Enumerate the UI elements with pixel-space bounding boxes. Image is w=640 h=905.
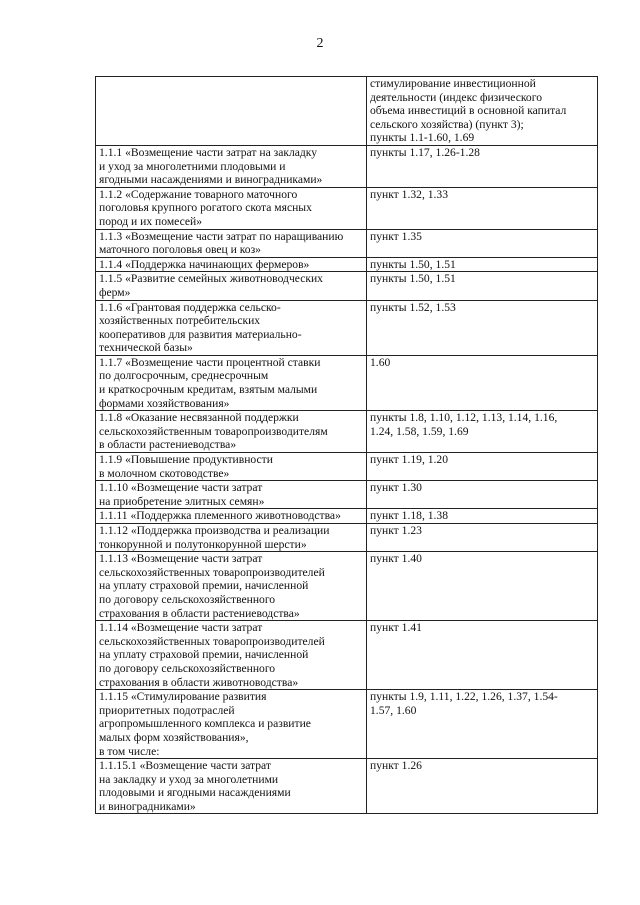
measure-cell: 1.1.6 «Грантовая поддержка сельско- хозяйственных потребительских кооперативов для развития материально- технической базы» bbox=[96, 300, 367, 355]
table-row bbox=[96, 300, 598, 355]
reference-cell: пункт 1.23 bbox=[367, 524, 598, 552]
reference-cell: пункт 1.19, 1.20 bbox=[367, 453, 598, 481]
measures-table-body bbox=[96, 77, 598, 814]
reference-cell: пункт 1.26 bbox=[367, 759, 598, 814]
measures-table bbox=[95, 76, 598, 814]
table-row bbox=[96, 272, 598, 300]
reference-cell: пункт 1.40 bbox=[367, 552, 598, 621]
reference-cell: пункты 1.50, 1.51 bbox=[367, 272, 598, 300]
measure-cell: 1.1.9 «Повышение продуктивности в молочном скотоводстве» bbox=[96, 453, 367, 481]
reference-cell: пункт 1.18, 1.38 bbox=[367, 509, 598, 524]
table-row bbox=[96, 481, 598, 509]
reference-cell: пункт 1.32, 1.33 bbox=[367, 187, 598, 229]
measure-cell: 1.1.2 «Содержание товарного маточного поголовья крупного рогатого скота мясных пород и их помесей» bbox=[96, 187, 367, 229]
measure-cell: 1.1.14 «Возмещение части затрат сельскохозяйственных товаропроизводителей на уплату страховой премии, начисленной по договору сельскохозяйственного страхования в области животноводства» bbox=[96, 621, 367, 690]
measure-cell: 1.1.5 «Развитие семейных животноводческих ферм» bbox=[96, 272, 367, 300]
table-row bbox=[96, 77, 598, 146]
table-row bbox=[96, 229, 598, 257]
table-row bbox=[96, 524, 598, 552]
measure-cell: 1.1.15.1 «Возмещение части затрат на закладку и уход за многолетними плодовыми и ягодными насаждениями и виноградниками» bbox=[96, 759, 367, 814]
measure-cell: 1.1.4 «Поддержка начинающих фермеров» bbox=[96, 257, 367, 272]
reference-cell: пункты 1.52, 1.53 bbox=[367, 300, 598, 355]
measure-cell: 1.1.1 «Возмещение части затрат на закладку и уход за многолетними плодовыми и ягодными насаждениями и виноградниками» bbox=[96, 145, 367, 187]
reference-cell: пункты 1.9, 1.11, 1.22, 1.26, 1.37, 1.54- 1.57, 1.60 bbox=[367, 690, 598, 759]
measure-cell: 1.1.11 «Поддержка племенного животноводства» bbox=[96, 509, 367, 524]
reference-cell: 1.60 bbox=[367, 355, 598, 410]
table-row bbox=[96, 552, 598, 621]
measure-cell bbox=[96, 77, 367, 146]
measure-cell: 1.1.10 «Возмещение части затрат на приобретение элитных семян» bbox=[96, 481, 367, 509]
reference-cell: пункт 1.30 bbox=[367, 481, 598, 509]
measure-cell: 1.1.8 «Оказание несвязанной поддержки сельскохозяйственным товаропроизводителям в области растениеводства» bbox=[96, 411, 367, 453]
measure-cell: 1.1.3 «Возмещение части затрат по наращиванию маточного поголовья овец и коз» bbox=[96, 229, 367, 257]
table-row bbox=[96, 257, 598, 272]
table-row bbox=[96, 355, 598, 410]
table-row bbox=[96, 187, 598, 229]
reference-cell: пункт 1.41 bbox=[367, 621, 598, 690]
reference-cell: пункт 1.35 bbox=[367, 229, 598, 257]
table-row bbox=[96, 759, 598, 814]
reference-cell: пункты 1.50, 1.51 bbox=[367, 257, 598, 272]
measure-cell: 1.1.15 «Стимулирование развития приоритетных подотраслей агропромышленного комплекса и развитие малых форм хозяйствования», в том числе: bbox=[96, 690, 367, 759]
measure-cell: 1.1.7 «Возмещение части процентной ставки по долгосрочным, среднесрочным и краткосрочным кредитам, взятым малыми формами хозяйствования» bbox=[96, 355, 367, 410]
reference-cell: пункты 1.17, 1.26-1.28 bbox=[367, 145, 598, 187]
table-row bbox=[96, 411, 598, 453]
reference-cell: пункты 1.8, 1.10, 1.12, 1.13, 1.14, 1.16, 1.24, 1.58, 1.59, 1.69 bbox=[367, 411, 598, 453]
table-row bbox=[96, 690, 598, 759]
measure-cell: 1.1.12 «Поддержка производства и реализации тонкорунной и полутонкорунной шерсти» bbox=[96, 524, 367, 552]
table-row bbox=[96, 509, 598, 524]
table-row bbox=[96, 145, 598, 187]
table-row bbox=[96, 453, 598, 481]
table-row bbox=[96, 621, 598, 690]
page-number: 2 bbox=[316, 36, 324, 51]
measure-cell: 1.1.13 «Возмещение части затрат сельскохозяйственных товаропроизводителей на уплату страховой премии, начисленной по договору сельскохозяйственного страхования в области растениеводства» bbox=[96, 552, 367, 621]
reference-cell: стимулирование инвестиционной деятельности (индекс физического объема инвестиций в основной капитал сельского хозяйства) (пункт 3); пункты 1.1-1.60, 1.69 bbox=[367, 77, 598, 146]
